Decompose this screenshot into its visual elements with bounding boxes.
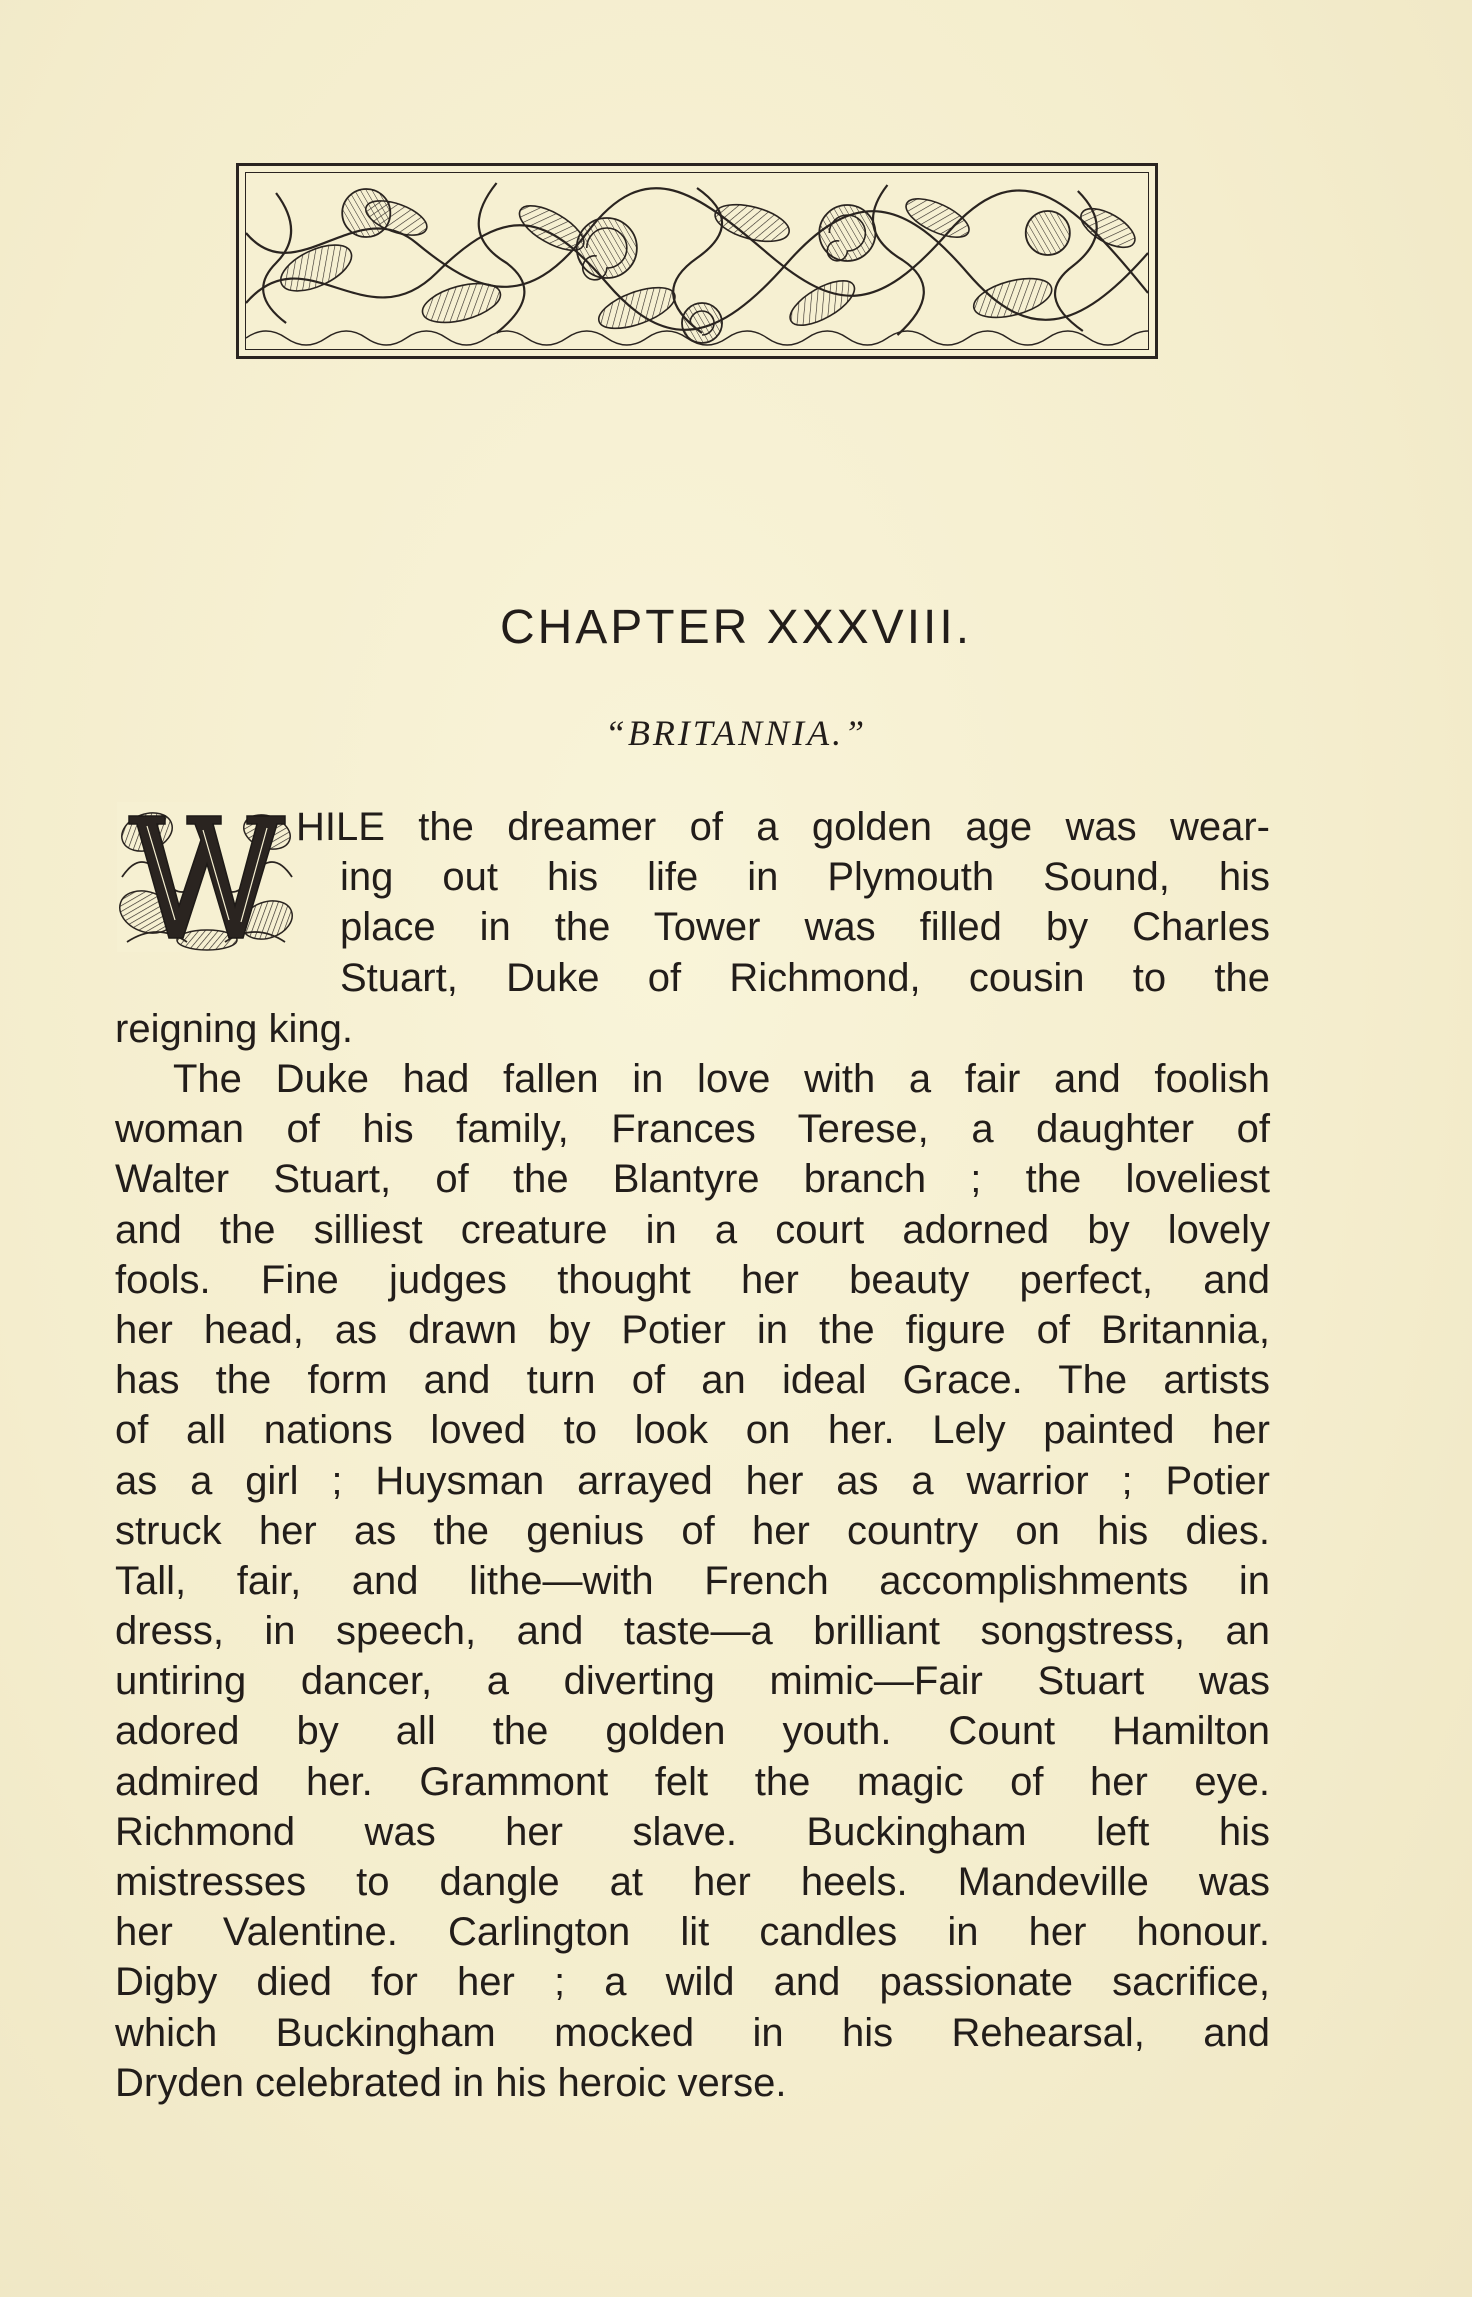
text-line: The Duke had fallen in love with a fair and foolish [173,1057,1270,1101]
text-line: has the form and turn of an ideal Grace. The artists [115,1358,1270,1403]
text-line: Richmond was her slave. Buckingham left his [115,1809,1270,1854]
text-line: HILE the dreamer of a golden age was wear- [296,805,1270,849]
text-line: woman of his family, Frances Terese, a daughter of [115,1107,1270,1152]
text-line: ing out his life in Plymouth Sound, his [340,855,1270,900]
text-line: fools. Fine judges thought her beauty perfect, and [115,1257,1270,1302]
text-line: her head, as drawn by Potier in the figure of Britannia, [115,1307,1270,1352]
paragraph-2 [115,1054,1270,2108]
text-line: Digby died for her ; a wild and passionate sacrifice, [115,1960,1270,2005]
text-line: mistresses to dangle at her heels. Mandeville was [115,1860,1270,1904]
text-line: dress, in speech, and taste—a brilliant songstress, an [115,1609,1270,1654]
text-line: Walter Stuart, of the Blantyre branch ; the loveliest [115,1157,1270,1202]
text-line: her Valentine. Carlington lit candles in her honour. [115,1910,1270,1955]
text-line: admired her. Grammont felt the magic of her eye. [115,1759,1270,1804]
decorated-initial-w [117,802,295,952]
text-line: of all nations loved to look on her. Lely painted her [115,1408,1270,1453]
text-line: Dryden celebrated in his heroic verse. [115,2060,787,2105]
foliage-ornament-icon [246,173,1148,349]
chapter-subtitle: “BRITANNIA.” [604,713,868,753]
text-line: and the silliest creature in a court adorned by lovely [115,1207,1270,1252]
chapter-title: CHAPTER XXXVIII. [499,601,973,654]
paragraph-1-continuation [115,1004,1270,1054]
text-line: untiring dancer, a diverting mimic—Fair Stuart was [115,1659,1270,1704]
text-line: place in the Tower was filled by Charles [340,905,1270,950]
text-line: as a girl ; Huysman arrayed her as a warrior ; Potier [115,1458,1270,1503]
text-line: Tall, fair, and lithe—with French accomplishments in [115,1558,1270,1603]
text-line: adored by all the golden youth. Count Hamilton [115,1709,1270,1754]
text-line: which Buckingham mocked in his Rehearsal, and [115,2010,1270,2055]
text-line: Stuart, Duke of Richmond, cousin to the [340,955,1270,1000]
text-line: reigning king. [115,1007,353,1051]
text-line: struck her as the genius of her country on his dies. [115,1508,1270,1553]
dropcap-w-icon [117,802,295,952]
ornamental-headpiece [236,163,1158,359]
paragraph-1-dropcap-lines [296,802,1270,1003]
